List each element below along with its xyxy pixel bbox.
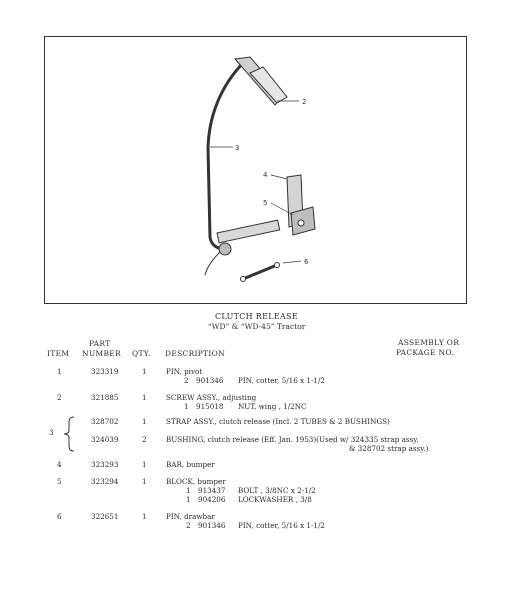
parts-diagram bbox=[44, 36, 467, 304]
row5-sub1-qty: 1 bbox=[186, 486, 191, 495]
row6-item: 6 bbox=[57, 512, 62, 521]
row1-sub-part: 901346 bbox=[196, 376, 224, 385]
row4-part: 323293 bbox=[91, 460, 119, 469]
callout-3: 3 bbox=[235, 144, 240, 152]
row6-sub-qty: 2 bbox=[186, 521, 191, 530]
row2-desc: SCREW ASSY., adjusting bbox=[166, 393, 257, 402]
row5-sub1-desc: BOLT , 3/8NC x 2-1/2 bbox=[238, 486, 316, 495]
row2-sub-part: 915018 bbox=[196, 402, 224, 411]
row1-desc: PIN, pivot bbox=[166, 367, 203, 376]
row1-sub-desc: PIN, cotter, 5/16 x 1-1/2 bbox=[238, 376, 326, 385]
drawbar-pin bbox=[243, 265, 277, 279]
row3b-desc2: & 328702 strap assy.) bbox=[349, 444, 429, 453]
callout-5: 5 bbox=[263, 199, 268, 207]
header-part-line2: NUMBER bbox=[82, 349, 121, 358]
row1-qty: 1 bbox=[142, 367, 147, 376]
header-description: DESCRIPTION bbox=[165, 349, 225, 358]
parts-subtitle: “WD” & “WD-45” Tractor bbox=[207, 322, 306, 331]
header-part-line1: PART bbox=[89, 339, 111, 348]
parts-title: CLUTCH RELEASE bbox=[214, 312, 299, 321]
clutch-release-illustration bbox=[45, 37, 468, 305]
callout-4: 4 bbox=[263, 171, 268, 179]
callout-6: 6 bbox=[304, 258, 309, 266]
row4-desc: BAR, bumper bbox=[166, 460, 215, 469]
row4-qty: 1 bbox=[142, 460, 147, 469]
row5-desc: BLOCK, bumper bbox=[166, 477, 226, 486]
header-assembly-line2: PACKAGE NO. bbox=[396, 348, 455, 357]
row4-item: 4 bbox=[57, 460, 62, 469]
row3b-qty: 2 bbox=[142, 435, 147, 444]
row3a-desc: STRAP ASSY., clutch release (Incl. 2 TUBES & 2 BUSHINGS) bbox=[166, 417, 390, 426]
row5-sub2-desc: LOCKWASHER , 3/8 bbox=[238, 495, 312, 504]
row2-part: 321885 bbox=[91, 393, 119, 402]
row3a-qty: 1 bbox=[142, 417, 147, 426]
row5-part: 323294 bbox=[91, 477, 119, 486]
row6-part: 322651 bbox=[91, 512, 119, 521]
row5-sub2-qty: 1 bbox=[186, 495, 191, 504]
row6-sub-desc: PIN, cotter, 5/16 x 1-1/2 bbox=[238, 521, 326, 530]
header-qty: QTY. bbox=[132, 349, 151, 358]
row6-desc: PIN, drawbar bbox=[166, 512, 215, 521]
row2-qty: 1 bbox=[142, 393, 147, 402]
pivot-shaft bbox=[217, 220, 280, 243]
row2-item: 2 bbox=[57, 393, 62, 402]
row5-sub2-part: 904206 bbox=[198, 495, 226, 504]
row3b-part: 324039 bbox=[91, 435, 119, 444]
row1-sub-qty: 2 bbox=[184, 376, 189, 385]
row5-qty: 1 bbox=[142, 477, 147, 486]
header-assembly-line1: ASSEMBLY OR bbox=[398, 338, 460, 347]
lever-bar bbox=[208, 63, 243, 249]
row1-part: 323319 bbox=[91, 367, 119, 376]
row5-sub1-part: 913437 bbox=[198, 486, 226, 495]
row3b-desc: BUSHING, clutch release (Eff. Jan. 1953)(Used w/ 324335 strap assy. bbox=[166, 435, 419, 444]
row3a-part: 328702 bbox=[91, 417, 119, 426]
header-item: ITEM bbox=[47, 349, 70, 358]
row1-item: 1 bbox=[57, 367, 62, 376]
row6-sub-part: 901346 bbox=[198, 521, 226, 530]
item3-brace bbox=[62, 416, 76, 452]
row6-qty: 1 bbox=[142, 512, 147, 521]
row2-sub-qty: 1 bbox=[184, 402, 189, 411]
row5-item: 5 bbox=[57, 477, 62, 486]
callout-2: 2 bbox=[302, 98, 307, 106]
row2-sub-desc: NUT, wing , 1/2NC bbox=[238, 402, 307, 411]
row3-item: 3 bbox=[49, 428, 54, 437]
